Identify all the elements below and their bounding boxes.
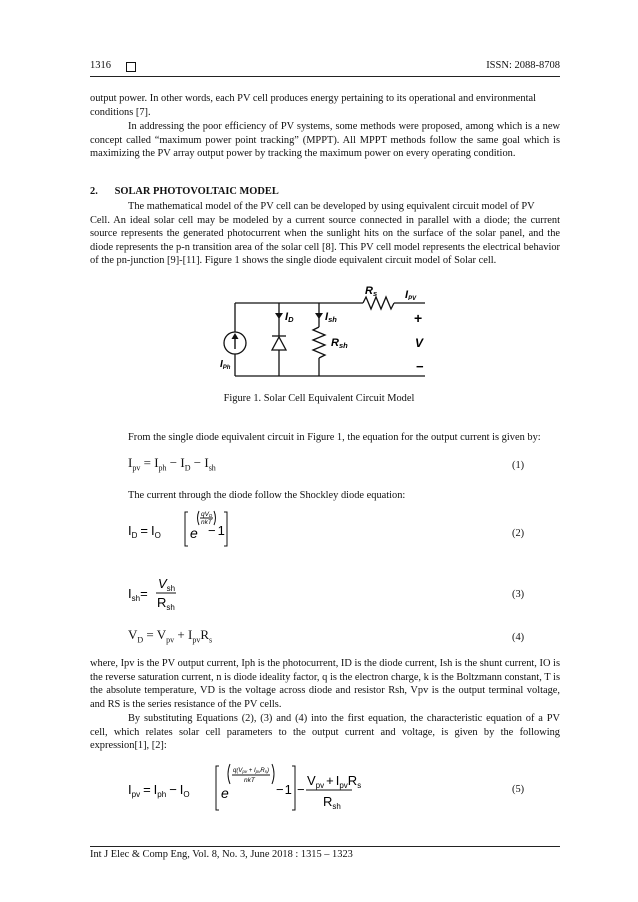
eq1-intro: From the single diode equivalent circuit in Figure 1, the equation for the output current is given by:	[128, 432, 541, 443]
eq5-exp-numerator: q(Vpv + IpvRs)	[233, 768, 269, 774]
shunt-current-arrow-icon	[315, 313, 323, 319]
svg-text:ID=IO: $I_D = I_O$	[128, 523, 161, 540]
running-header	[90, 60, 560, 76]
eq5-minus-one: −1	[276, 782, 292, 797]
eq5-paren-left	[228, 764, 230, 784]
definitions-paragraph: where, Ipv is the PV output current, Iph is the photocurrent, ID is the diode current, Ish is the shunt current, IO is the reverse saturation current, n is diode ideality factor, q is the electron charge, k is the Boltzmann constant, T is the absolute temperature, VD is the voltage across diode and resistor Rsh, Vpv is the output terminal voltage, and RS is the series resistance of the PV cells.	[90, 658, 560, 710]
equation-5	[126, 760, 376, 816]
journal-citation: Int J Elec & Comp Eng, Vol. 8, No. 3, June 2018 : 1315 – 1323	[90, 849, 353, 860]
eq5-paren-right	[272, 764, 274, 784]
eq5-fraction-numerator: $V_{pv} + I_{pv}R_s$	[307, 773, 362, 790]
label-plus: +	[414, 310, 423, 326]
equation-5-number: (5)	[512, 784, 525, 795]
footer-rule	[90, 846, 560, 847]
eq5-bracket-left	[216, 766, 219, 810]
paren-left	[198, 511, 200, 525]
bracket-left	[185, 512, 188, 546]
equation-3-number: (3)	[512, 589, 525, 600]
section-title: SOLAR PHOTOVOLTAIC MODEL	[114, 186, 279, 197]
diode-symbol	[272, 337, 286, 350]
eq2-minus-one: − 1	[208, 523, 225, 538]
label-minus: −	[416, 359, 424, 374]
mppt-paragraph: In addressing the poor efficiency of PV systems, some methods were proposed, among which is a new concept called “maximum power point tracking” (MPPT). All MPPT methods follow the same goal which is maximizing the PV array output power by tracking the maximum power on every operating condition.	[90, 121, 560, 160]
equation-3	[126, 574, 196, 614]
intro-line-2: conditions [7].	[90, 106, 151, 118]
svg-text:Rsh: $R_{sh}$	[157, 595, 175, 612]
eq5-minus: −	[297, 782, 305, 797]
eq5-exp-denominator: nkT	[244, 777, 255, 784]
label-ipv: IPV	[405, 289, 417, 302]
svg-text:Vsh: $V_{sh}$	[158, 576, 176, 593]
label-iph: $I_{Ph}$	[220, 359, 231, 371]
model-paragraph-line-1: The mathematical model of the PV cell can be developed by using equivalent circuit model of PV	[128, 201, 535, 212]
svg-text:e: e	[221, 785, 229, 801]
shunt-resistor	[313, 327, 325, 358]
svg-text:Ipv=Iph−IO: $I_{pv} = I_{ph} - I_O$	[128, 782, 190, 799]
source-arrow-icon	[232, 333, 239, 339]
intro-line-1: output power. In other words, each PV cell produces energy pertaining to its operational and environmental	[90, 93, 537, 104]
page-number: 1316	[90, 60, 111, 71]
label-v: V	[415, 336, 424, 350]
label-ish: Ish	[325, 311, 337, 324]
square-bullet-icon	[126, 62, 136, 72]
exp-numerator: qVD	[201, 511, 213, 518]
svg-text:Ish=: $I_{sh}=$	[128, 586, 148, 603]
issn: ISSN: 2088-8708	[486, 60, 560, 71]
eq5-bracket-right	[292, 766, 295, 810]
equation-2-number: (2)	[512, 528, 525, 539]
figure-caption: Figure 1. Solar Cell Equivalent Circuit Model	[223, 393, 415, 404]
equation-2	[126, 506, 246, 550]
substituting-paragraph: By substituting Equations (2), (3) and (4) into the first equation, the characteristic equation of a PV cell, which relates solar cell parameters to the output current and voltage, is given by the following expression[1], [2]:	[90, 713, 560, 752]
equation-1-number: (1)	[512, 460, 525, 471]
section-number: 2.	[90, 186, 98, 197]
svg-text:e: e	[190, 525, 198, 541]
intro-paragraph	[90, 92, 560, 119]
equation-4-number: (4)	[512, 632, 525, 643]
equation-4: $V_D = V_{pv} + I_{pv}R_s$	[128, 627, 213, 645]
series-resistor	[363, 297, 394, 309]
eq5-fraction-denominator: $R_{sh}$	[323, 794, 341, 811]
exp-denominator: nkT	[201, 519, 212, 526]
diode-current-arrow-icon	[275, 313, 283, 319]
model-paragraph	[90, 200, 560, 268]
model-paragraph-rest: Cell. An ideal solar cell may be modeled by a current source connected in parallel with a diode; the current source represents the generated photocurrent when the sunlight hits on the surface of the solar panel, and the diode represents the p-n transition area of the solar cell [8]. This PV cell model represents the electrical behavior of the pn-junction [9]-[11]. Figure 1 shows the single diode equivalent circuit model of Solar cell.	[90, 214, 560, 267]
equation-1: $I_{pv} = I_{ph} - I_D - I_{sh}$	[128, 455, 216, 473]
section-heading	[90, 186, 279, 197]
label-rs: Rs	[365, 285, 378, 298]
label-rsh: Rsh	[331, 337, 348, 350]
equivalent-circuit-figure	[215, 283, 440, 388]
eq2-intro: The current through the diode follow the Shockley diode equation:	[128, 490, 406, 501]
label-id: ID	[285, 311, 294, 324]
header-rule	[90, 76, 560, 77]
